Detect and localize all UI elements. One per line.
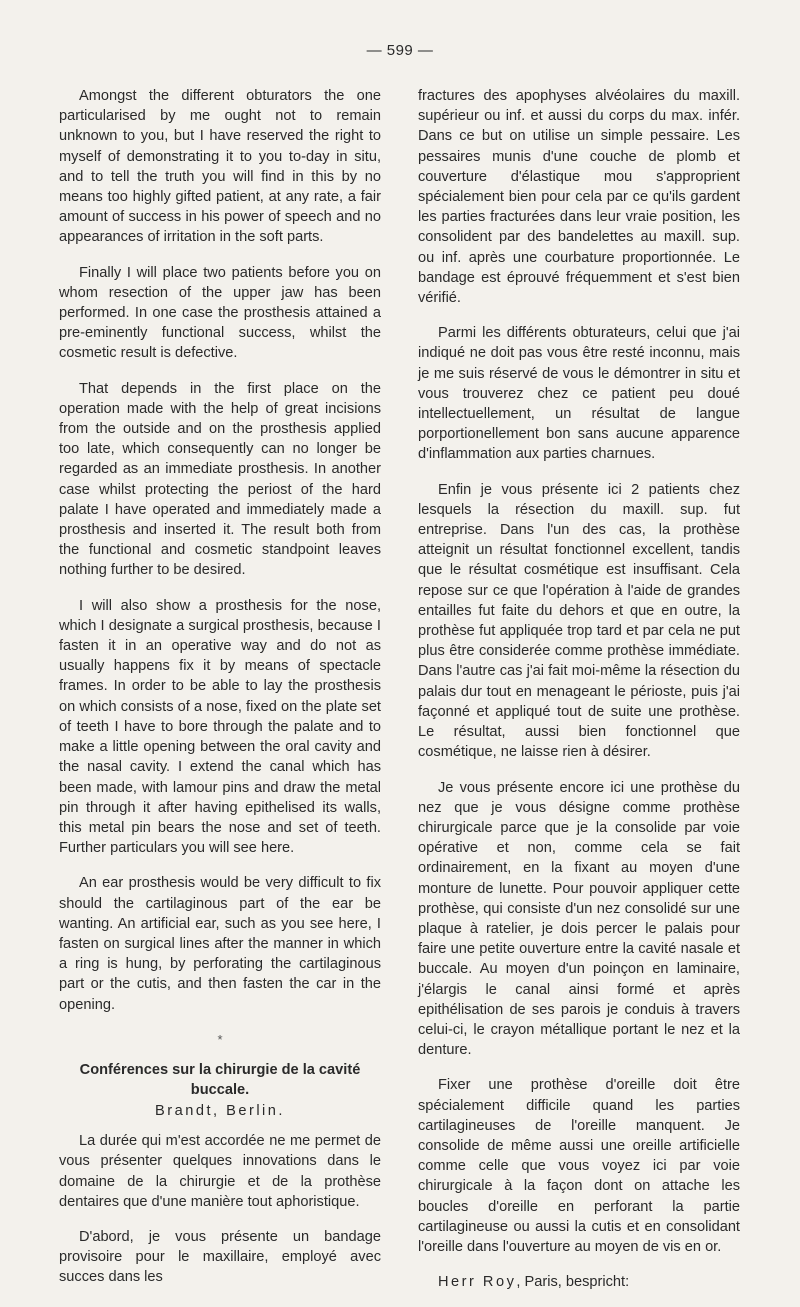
paragraph: Fixer une prothèse d'oreille doit être spécialement difficile quand les parties cartilagineuses de l'oreille manquent. Je consolide de même aussi une oreille artificielle comme celle que vous voyez ici par voie chirurgicale à la façon dont on attache les boucles d'oreille en perforant la partie cartilagineuse ou aussi la cutis et en consolidant l'oreille dans l'ouverture au moyen de vis en or.	[418, 1077, 740, 1255]
section-title: Conférences sur la chirurgie de la cavité buccale.	[79, 1061, 361, 1098]
paragraph: D'abord, je vous présente un bandage provisoire pour le maxillaire, employé avec succes dans les	[59, 1228, 381, 1286]
paragraph: I will also show a prosthesis for the nose, which I designate a surgical prosthesis, because I fasten it in an operative way and do not as usually happens fix it by means of spectacle frames. In order to be able to lay the prosthesis on which consists of a nose, fixed on the plate set of teeth I have to bore through the palate and to make a little opening between the oral cavity and the nasal cavity. I extend the canal which has been made, with lamour pins and draw the metal pin through it after having epithelised its walls, this metal pin bears the nose and set of teeth. Further particulars you will see here.	[59, 597, 381, 857]
paragraph: Amongst the different obturators the one particularised by me ought not to remain unknown to you, but I have reserved the right to myself of demonstrating it to you to-day in situ, and to tell the truth you will find in this by no means too highly gifted patient, at any rate, a fair amount of success in his power of speech and no appearances of irritation in the soft parts.	[59, 88, 381, 246]
paragraph: Enfin je vous présente ici 2 patients chez lesquels la résection du maxill. sup. fut entreprise. Dans l'un des cas, la prothèse atteignit un résultat fonctionnel excellent, tandis que le résultat cosmétique est insuffisant. Cela repose sur ce que l'opération à l'aide de grandes entailles fut faite du dehors et que en outre, la prothèse fut appliquée trop tard et par cela ne put plus être considerée comme prothèse immédiate. Dans l'autre cas j'ai fait moi-même la résection du palais dur tout en menageant le périoste, puis j'ai façonné et appliqué tout de suite une prothèse. Le résultat, aussi bien fonctionnel que cosmétique, ne laisse rien à désirer.	[418, 481, 740, 761]
speaker-line	[418, 1272, 740, 1292]
page-number: — 599 —	[366, 42, 434, 59]
speaker-rest: , Paris, bespricht:	[516, 1274, 630, 1291]
paragraph: fractures des apophyses alvéolaires du maxill. supérieur ou inf. et aussi du corps du max. infér. Dans ce but on utilise un simple pessaire. Les pessaires munis d'une couche de plomb et couverture d'élastique mou s'approprient spécialement bien pour cela par ce qu'ils gardent les parties fracturées dans leur vraie position, les consolident par des bandelettes au maxill. sup. ou inf. après une courbature proportionnée. Le bandage est éprouvé fréquemment et s'est bien vérifié.	[418, 88, 740, 307]
section-author: Brandt, Berlin.	[155, 1102, 285, 1119]
paragraph: That depends in the first place on the operation made with the help of great incisions from the outside and on the prosthesis applied too late, which consequently can no longer be regarded as an immediate prosthesis. In another case whilst protecting the periost of the hard palate I have operated and immediately made a prosthesis and inserted it. The result both from the functional and cosmetic standpoint leaves nothing further to be desired.	[59, 380, 381, 579]
section-separator: *	[217, 1031, 223, 1047]
left-column	[59, 86, 381, 1303]
speaker-name: Herr Roy	[438, 1274, 517, 1291]
paragraph: Je vous présente encore ici une prothèse du nez que je vous désigne comme prothèse chirurgicale parce que je la consolide par voie opérative et non, comme cela se fait ordinairement, en la fixant au moyen d'une monture de lunette. Pour pouvoir appliquer cette prothèse, qui consiste d'un nez consolidé sur une plaque à ratelier, je dois percer le palais pour faire une petite ouverture entre la cavité nasale et buccale. Au moyen d'un poinçon en laminaire, j'élargis le canal ainsi formé et après epithélisation de ses parois je conduis à travers celui-ci, le crayon métallique portant le nez et la denture.	[418, 779, 740, 1059]
right-column	[418, 86, 740, 1307]
paragraph: An ear prosthesis would be very difficult to fix should the cartilaginous part of the ear be wanting. An artificial ear, such as you see here, I fasten on surgical lines after the manner in which a ring is hung, by perforating the cartilaginous part or the cutis, and then fasten the car in the opening.	[59, 875, 381, 1013]
paragraph: Finally I will place two patients before you on whom resection of the upper jaw has been performed. In one case the prosthesis attained a pre-eminently functional success, whilst the cosmetic result is defective.	[59, 264, 381, 362]
paragraph: Parmi les différents obturateurs, celui que j'ai indiqué ne doit pas vous être resté inconnu, mais je me suis réservé de vous le démontrer in situ et vous trouverez chez ce patient peu doué intellectuellement, un résultat de langue porportionellement bon sans aucune apparence d'inflammation aux parties charnues.	[418, 325, 740, 463]
paragraph: La durée qui m'est accordée ne me permet de vous présenter quelques innovations dans le domaine de la chirurgie et de la prothèse dentaires que d'une manière tout aphoristique.	[59, 1133, 381, 1210]
